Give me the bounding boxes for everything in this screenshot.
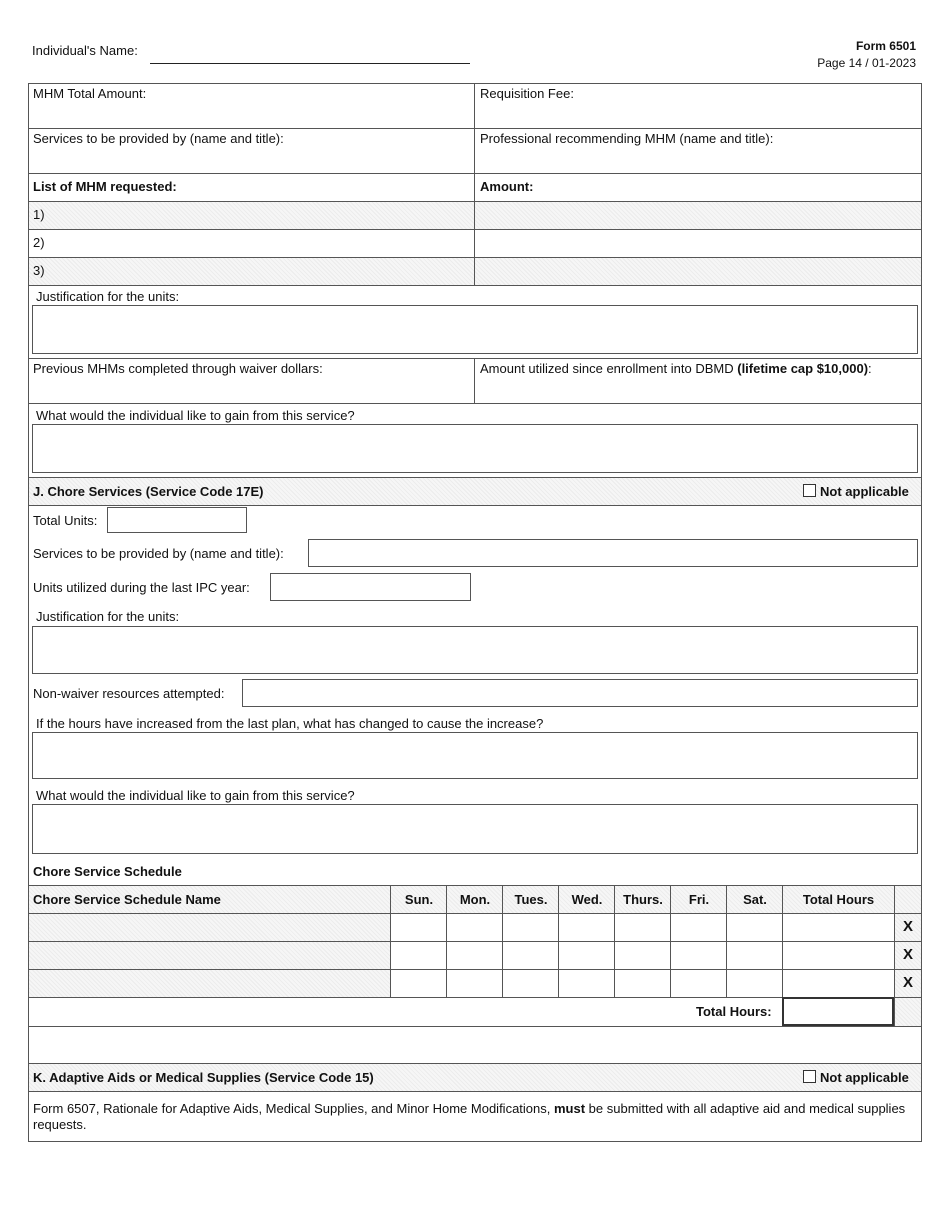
individual-name-input[interactable] bbox=[150, 63, 470, 64]
mhm-list-label: List of MHM requested: bbox=[33, 179, 177, 194]
chore-justification-input[interactable] bbox=[32, 626, 918, 674]
previous-mhms-label: Previous MHMs completed through waiver dollars: bbox=[33, 361, 323, 376]
schedule-row-2-name[interactable] bbox=[29, 942, 391, 969]
mhm-justification-input[interactable] bbox=[32, 305, 918, 354]
chore-services-provided-label: Services to be provided by (name and title): bbox=[33, 546, 284, 561]
page-info: Page 14 / 01-2023 bbox=[817, 56, 916, 70]
units-utilized-input[interactable] bbox=[270, 573, 471, 601]
schedule-col-mon: Mon. bbox=[459, 892, 491, 907]
adaptive-section-title: K. Adaptive Aids or Medical Supplies (Service Code 15) bbox=[33, 1070, 374, 1085]
mhm-total-amount-label: MHM Total Amount: bbox=[33, 86, 147, 101]
adaptive-not-applicable-label: Not applicable bbox=[820, 1070, 909, 1085]
mhm-row-3-item[interactable] bbox=[29, 258, 474, 285]
amount-utilized-label: Amount utilized since enrollment into DBMD (lifetime cap $10,000): bbox=[480, 361, 872, 376]
individual-name-label: Individual's Name: bbox=[32, 43, 138, 58]
total-units-label: Total Units: bbox=[33, 513, 98, 528]
schedule-col-tues: Tues. bbox=[514, 892, 548, 907]
total-hours-input[interactable] bbox=[782, 997, 894, 1026]
chore-schedule-title: Chore Service Schedule bbox=[33, 864, 182, 879]
mhm-row-1-item[interactable] bbox=[29, 202, 474, 229]
schedule-col-fri: Fri. bbox=[688, 892, 710, 907]
schedule-col-sun: Sun. bbox=[404, 892, 434, 907]
increase-input[interactable] bbox=[32, 732, 918, 779]
chore-not-applicable-checkbox[interactable] bbox=[803, 484, 816, 497]
mhm-row-2-amount[interactable] bbox=[475, 230, 921, 257]
schedule-col-wed: Wed. bbox=[571, 892, 603, 907]
adaptive-not-applicable-checkbox[interactable] bbox=[803, 1070, 816, 1083]
mhm-row-1-amount[interactable] bbox=[475, 202, 921, 229]
mhm-gain-input[interactable] bbox=[32, 424, 918, 473]
schedule-col-total-hours: Total Hours bbox=[802, 892, 875, 907]
increase-label: If the hours have increased from the last plan, what has changed to cause the increase? bbox=[36, 716, 544, 731]
delete-row-3-button[interactable]: X bbox=[902, 974, 913, 991]
mhm-row-2-item[interactable] bbox=[29, 230, 474, 257]
schedule-col-name: Chore Service Schedule Name bbox=[33, 892, 221, 907]
schedule-col-sat: Sat. bbox=[743, 892, 767, 907]
requisition-fee-label: Requisition Fee: bbox=[480, 86, 574, 101]
schedule-col-thurs: Thurs. bbox=[623, 892, 663, 907]
mhm-amount-label: Amount: bbox=[480, 179, 534, 194]
schedule-row-3-name[interactable] bbox=[29, 970, 391, 997]
chore-services-provided-input[interactable] bbox=[308, 539, 918, 567]
chore-section-title: J. Chore Services (Service Code 17E) bbox=[33, 484, 264, 499]
mhm-row-2-label: 2) bbox=[33, 235, 45, 250]
total-hours-label: Total Hours: bbox=[696, 1004, 772, 1019]
non-waiver-label: Non-waiver resources attempted: bbox=[33, 686, 225, 701]
mhm-justification-label: Justification for the units: bbox=[36, 289, 180, 304]
mhm-row-1-label: 1) bbox=[33, 207, 45, 222]
non-waiver-input[interactable] bbox=[242, 679, 918, 707]
mhm-gain-label: What would the individual like to gain from this service? bbox=[36, 408, 355, 423]
mhm-services-provided-label: Services to be provided by (name and title): bbox=[33, 131, 284, 146]
adaptive-note: Form 6507, Rationale for Adaptive Aids, Medical Supplies, and Minor Home Modifications, must be submitted with all adaptive aid and medical supplies requests. bbox=[33, 1101, 906, 1132]
form-number: Form 6501 bbox=[855, 39, 916, 53]
chore-not-applicable-label: Not applicable bbox=[820, 484, 909, 499]
mhm-row-3-label: 3) bbox=[33, 263, 45, 278]
delete-row-2-button[interactable]: X bbox=[902, 946, 913, 963]
mhm-row-3-amount[interactable] bbox=[475, 258, 921, 285]
units-utilized-label: Units utilized during the last IPC year: bbox=[33, 580, 250, 595]
professional-recommending-label: Professional recommending MHM (name and title): bbox=[480, 131, 774, 146]
total-units-input[interactable] bbox=[107, 507, 247, 533]
chore-gain-input[interactable] bbox=[32, 804, 918, 854]
delete-row-1-button[interactable]: X bbox=[902, 918, 913, 935]
schedule-row-1-name[interactable] bbox=[29, 914, 391, 941]
chore-gain-label: What would the individual like to gain from this service? bbox=[36, 788, 355, 803]
chore-justification-label: Justification for the units: bbox=[36, 609, 180, 624]
